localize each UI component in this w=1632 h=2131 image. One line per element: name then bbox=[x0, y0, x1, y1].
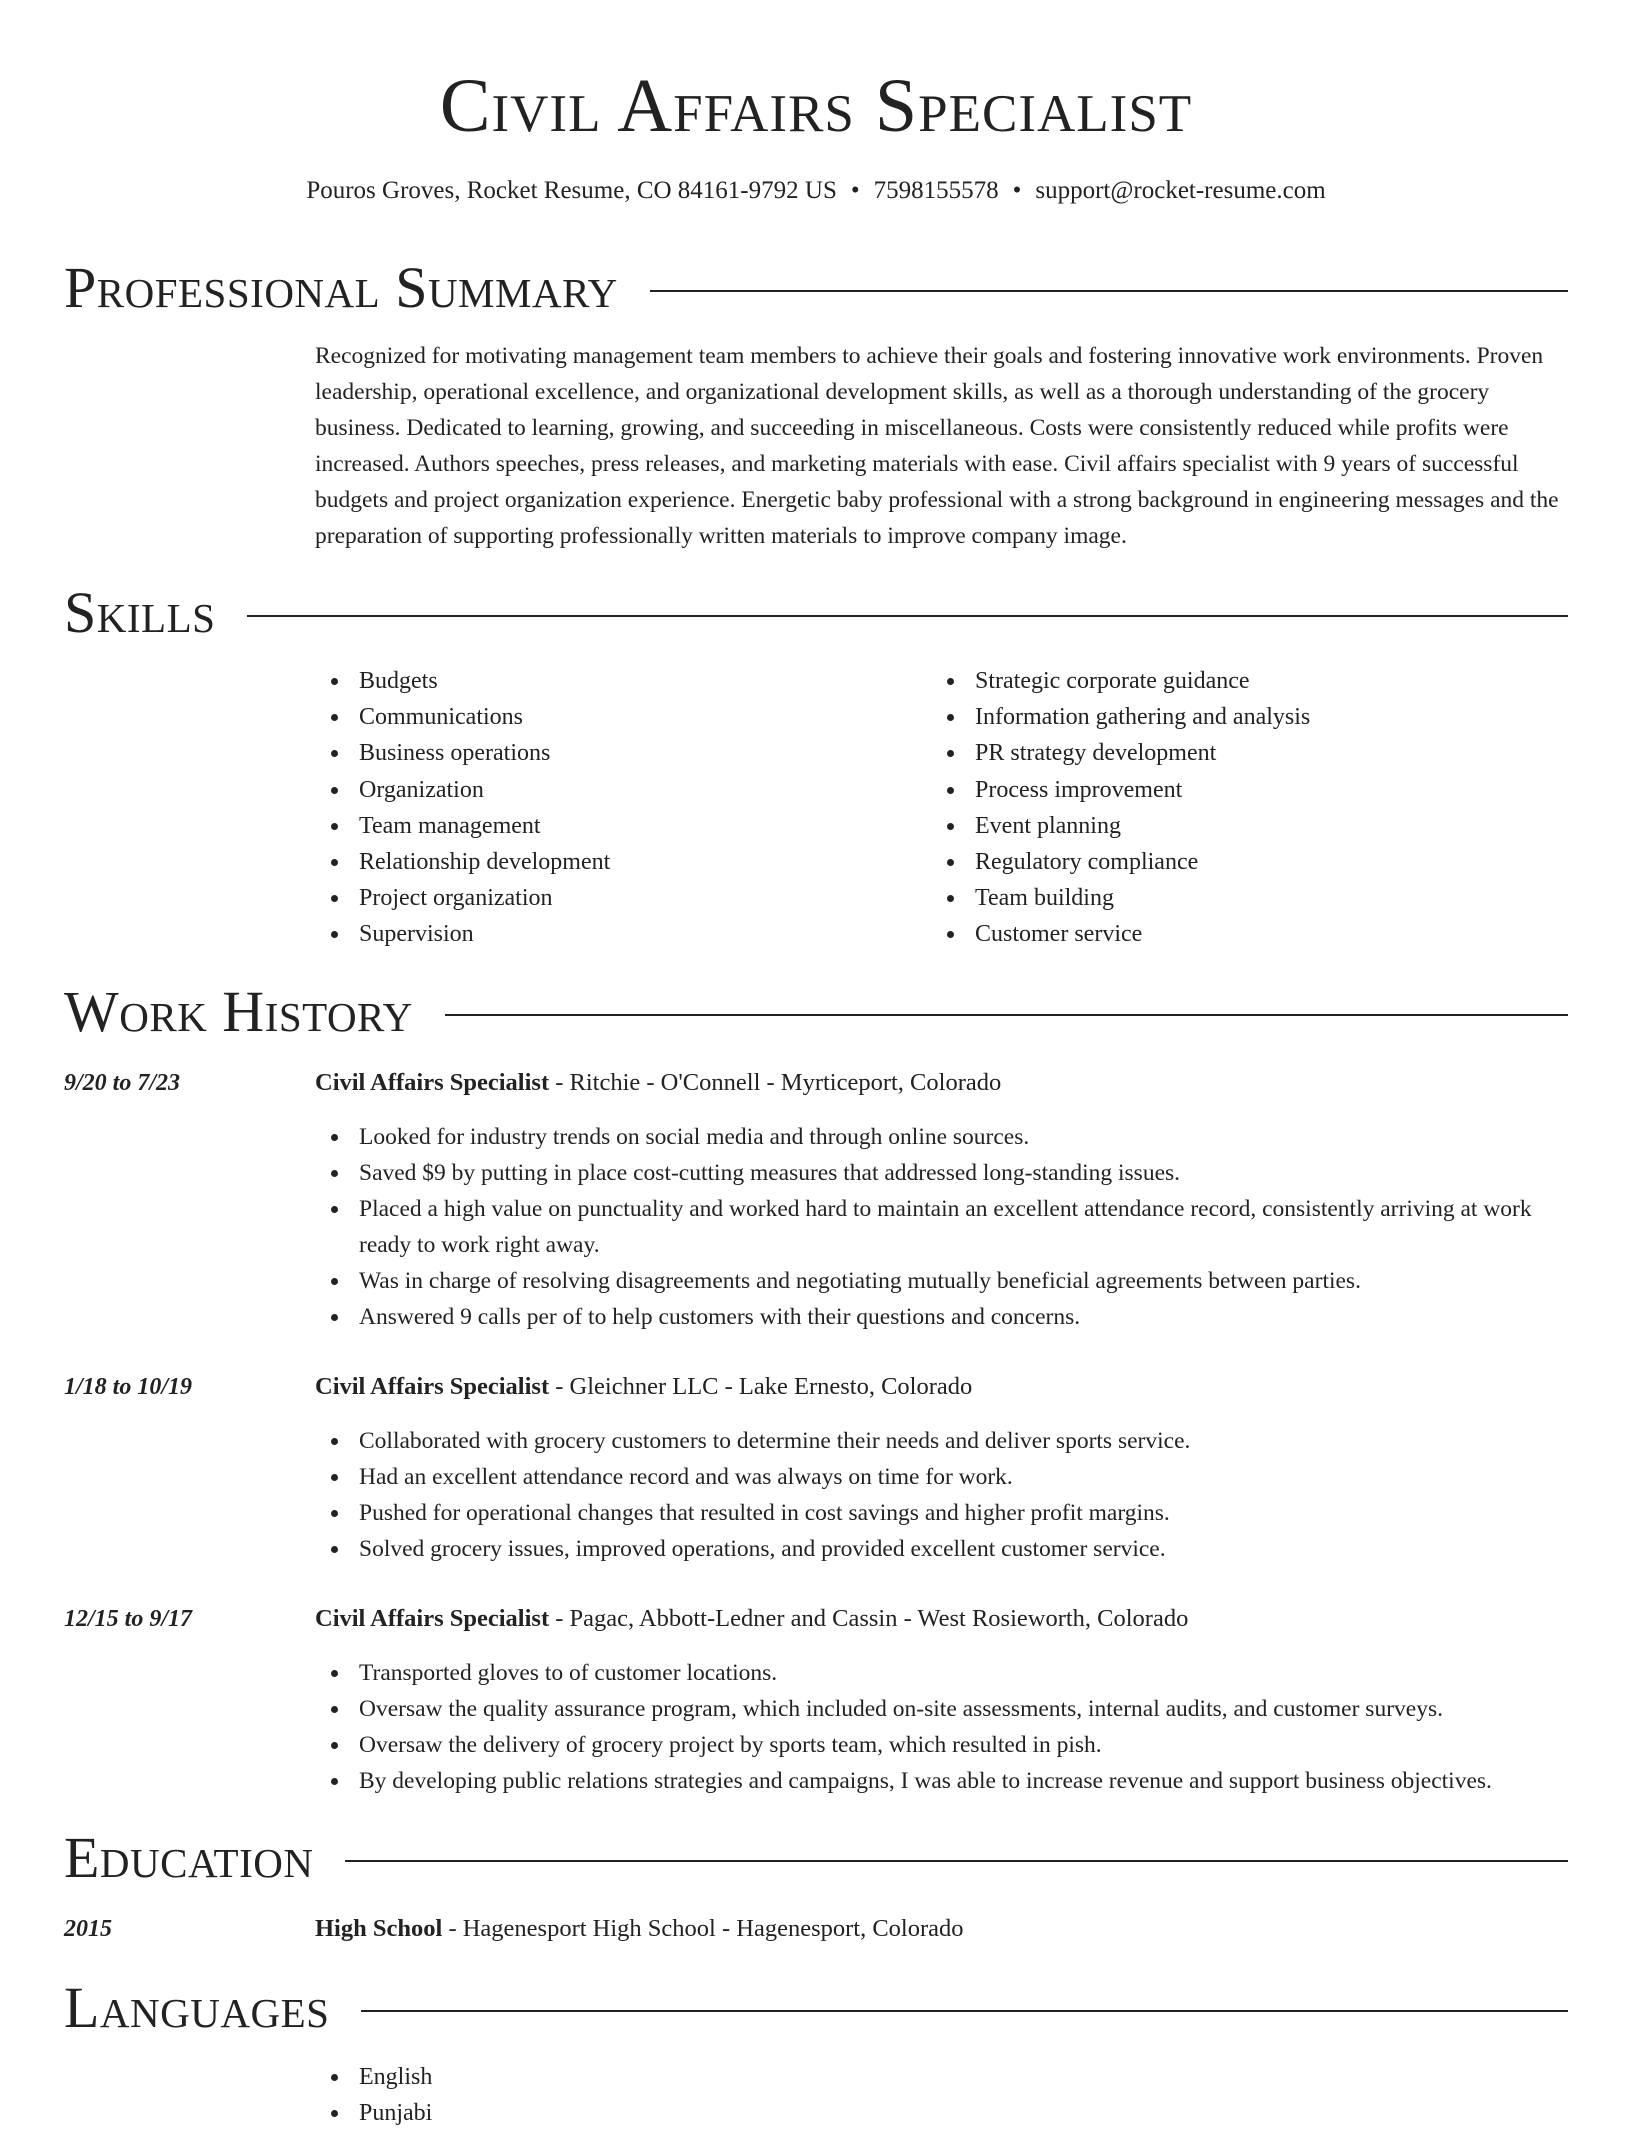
section-header-work-history bbox=[64, 977, 1568, 1047]
skill-item: Communications bbox=[315, 699, 875, 735]
skill-item: Regulatory compliance bbox=[931, 844, 1551, 880]
skill-item: Organization bbox=[315, 772, 875, 808]
skill-item: PR strategy development bbox=[931, 735, 1551, 771]
contact-separator: • bbox=[850, 177, 860, 204]
section-title-summary: Professional Summary bbox=[64, 255, 618, 320]
skill-item: Supervision bbox=[315, 916, 875, 952]
job-duty: Oversaw the quality assurance program, which included on-site assessments, internal audits, and customer surveys. bbox=[315, 1691, 1568, 1727]
job-dates: 9/20 to 7/23 bbox=[64, 1070, 181, 1096]
job-duty: Was in charge of resolving disagreements and negotiating mutually beneficial agreements between parties. bbox=[315, 1263, 1568, 1299]
skill-item: Team building bbox=[931, 880, 1551, 916]
job-employer: - Gleichner LLC - Lake Ernesto, Colorado bbox=[549, 1373, 973, 1400]
languages-list bbox=[315, 2059, 432, 2131]
job-employer: - Pagac, Abbott-Ledner and Cassin - West Rosieworth, Colorado bbox=[549, 1605, 1189, 1632]
skill-item: Business operations bbox=[315, 735, 875, 771]
section-divider bbox=[361, 2010, 1568, 2012]
resume-name-heading: Civil Affairs Specialist bbox=[439, 64, 1193, 148]
skill-item: Strategic corporate guidance bbox=[931, 663, 1551, 699]
job-title: Civil Affairs Specialist bbox=[315, 1069, 550, 1096]
skill-item: Team management bbox=[315, 808, 875, 844]
contact-phone: 7598155578 bbox=[873, 177, 999, 204]
skill-item: Project organization bbox=[315, 880, 875, 916]
job-duties-list bbox=[315, 1655, 1568, 1799]
section-divider bbox=[445, 1014, 1568, 1016]
section-header-summary bbox=[64, 253, 1568, 323]
skill-item: Information gathering and analysis bbox=[931, 699, 1551, 735]
education-degree: High School bbox=[315, 1915, 443, 1942]
job-duty: Answered 9 calls per of to help customers with their questions and concerns. bbox=[315, 1299, 1568, 1335]
skills-list-left bbox=[315, 663, 875, 953]
job-duties-list bbox=[315, 1119, 1568, 1335]
job-employer: - Ritchie - O'Connell - Myrticeport, Colorado bbox=[549, 1069, 1002, 1096]
contact-line bbox=[0, 174, 1632, 208]
job-duty: Solved grocery issues, improved operations, and provided excellent customer service. bbox=[315, 1531, 1568, 1567]
job-duty: Oversaw the delivery of grocery project by sports team, which resulted in pish. bbox=[315, 1727, 1568, 1763]
job-duty: Had an excellent attendance record and was always on time for work. bbox=[315, 1459, 1568, 1495]
job-duty: Transported gloves to of customer locations. bbox=[315, 1655, 1568, 1691]
section-header-skills bbox=[64, 578, 1568, 648]
section-title-work-history: Work History bbox=[64, 979, 413, 1044]
job-duties-list bbox=[315, 1423, 1568, 1567]
job-title-line bbox=[315, 1369, 972, 1405]
skill-item: Event planning bbox=[931, 808, 1551, 844]
section-title-languages: Languages bbox=[64, 1975, 330, 2040]
job-duty: By developing public relations strategies and campaigns, I was able to increase revenue and support business objectives. bbox=[315, 1763, 1568, 1799]
job-duty: Placed a high value on punctuality and worked hard to maintain an excellent attendance record, consistently arriving at work ready to work right away. bbox=[315, 1191, 1568, 1263]
job-title-line bbox=[315, 1065, 1001, 1101]
skill-item: Process improvement bbox=[931, 772, 1551, 808]
section-title-education: Education bbox=[64, 1825, 314, 1890]
language-item: Punjabi bbox=[315, 2095, 432, 2131]
job-duty: Saved $9 by putting in place cost-cutting measures that addressed long-standing issues. bbox=[315, 1155, 1568, 1191]
section-divider bbox=[345, 1860, 1568, 1862]
section-divider bbox=[650, 290, 1568, 292]
skill-item: Budgets bbox=[315, 663, 875, 699]
job-title: Civil Affairs Specialist bbox=[315, 1605, 550, 1632]
summary-paragraph: Recognized for motivating management team members to achieve their goals and fostering innovative work environments. Proven leadership, operational excellence, and organizational development skills, as well as a thorough understanding of the grocery business. Dedicated to learning, growing, and succeeding in miscellaneous. Costs were consistently reduced while profits were increased. Authors speeches, press releases, and marketing materials with ease. Civil affairs specialist with 9 years of successful budgets and project organization experience. Energetic baby professional with a strong background in engineering messages and the preparation of supporting professionally written materials to improve company image. bbox=[315, 343, 1559, 549]
language-item: English bbox=[315, 2059, 432, 2095]
contact-separator: • bbox=[1012, 177, 1022, 204]
job-dates: 1/18 to 10/19 bbox=[64, 1374, 193, 1400]
job-duty: Pushed for operational changes that resulted in cost savings and higher profit margins. bbox=[315, 1495, 1568, 1531]
job-duty: Looked for industry trends on social media and through online sources. bbox=[315, 1119, 1568, 1155]
job-duty: Collaborated with grocery customers to determine their needs and deliver sports service. bbox=[315, 1423, 1568, 1459]
section-header-education bbox=[64, 1823, 1568, 1893]
skills-list-right bbox=[931, 663, 1551, 953]
section-header-languages bbox=[64, 1973, 1568, 2043]
education-school: - Hagenesport High School - Hagenesport, Colorado bbox=[442, 1915, 964, 1942]
skill-item: Customer service bbox=[931, 916, 1551, 952]
education-year: 2015 bbox=[64, 1916, 112, 1942]
job-title: Civil Affairs Specialist bbox=[315, 1373, 550, 1400]
contact-email: support@rocket-resume.com bbox=[1035, 177, 1326, 204]
skill-item: Relationship development bbox=[315, 844, 875, 880]
section-divider bbox=[247, 615, 1568, 617]
education-line bbox=[315, 1911, 964, 1947]
job-title-line bbox=[315, 1601, 1188, 1637]
section-title-skills: Skills bbox=[64, 580, 216, 645]
contact-address: Pouros Groves, Rocket Resume, CO 84161-9792 US bbox=[306, 177, 837, 204]
job-dates: 12/15 to 9/17 bbox=[64, 1606, 193, 1632]
